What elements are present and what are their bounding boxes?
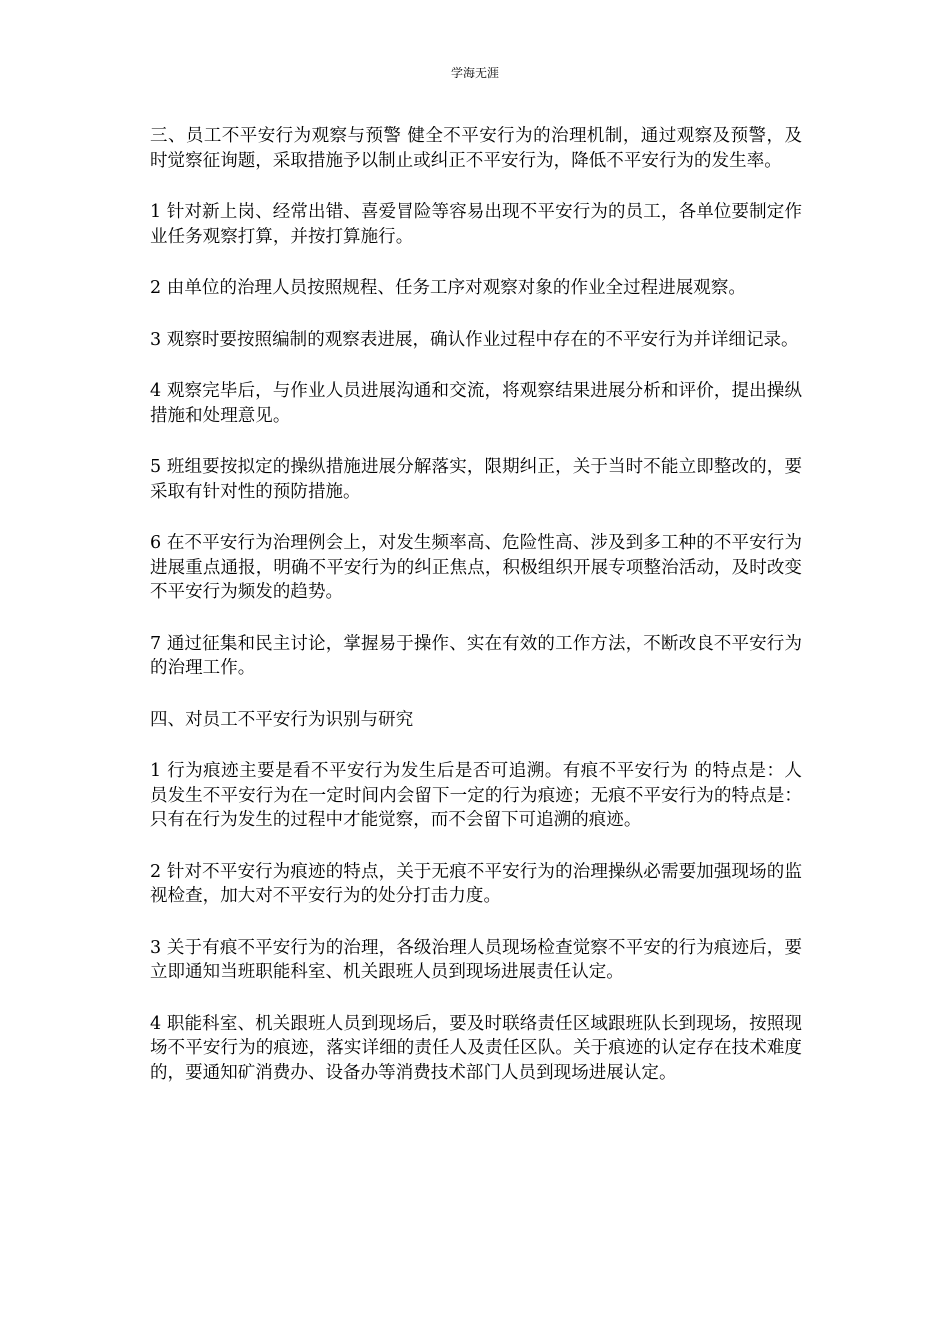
- section-three-heading-paragraph: 三、员工不平安行为观察与预警 健全不平安行为的治理机制，通过观察及预警，及时觉察征询题，采取措施予以制止或纠正不平安行为，降低不平安行为的发生率。: [150, 126, 802, 171]
- paragraph-item-4: 4 观察完毕后，与作业人员进展沟通和交流，将观察结果进展分析和评价，提出操纵措施和处理意见。: [150, 381, 802, 426]
- paragraph-item-5: 5 班组要按拟定的操纵措施进展分解落实，限期纠正，关于当时不能立即整改的，要采取有针对性的预防措施。: [150, 457, 802, 502]
- paragraph-item-7: 7 通过征集和民主讨论，掌握易于操作、实在有效的工作方法，不断改良不平安行为的治理工作。: [150, 633, 802, 678]
- page-header: 学海无涯: [450, 66, 499, 80]
- document-body: [150, 124, 802, 1112]
- section-four-heading: 四、对员工不平安行为识别与研究: [150, 709, 414, 730]
- section-four-item-2: 2 针对不平安行为痕迹的特点，关于无痕不平安行为的治理操纵必需要加强现场的监视检查，加大对不平安行为的处分打击力度。: [150, 861, 802, 906]
- section-four-item-1: 1 行为痕迹主要是看不平安行为发生后是否可追溯。有痕不平安行为 的特点是：人员发生不平安行为在一定时间内会留下一定的行为痕迹；无痕不平安行为的特点是：只有在行为发生的过程中才能觉察，而不会留下可追溯的痕迹。: [150, 761, 802, 830]
- paragraph-item-1: 1 针对新上岗、经常出错、喜爱冒险等容易出现不平安行为的员工，各单位要制定作业任务观察打算，并按打算施行。: [150, 202, 802, 247]
- section-four-item-4: 4 职能科室、机关跟班人员到现场后，要及时联络责任区域跟班队长到现场，按照现场不平安行为的痕迹，落实详细的责任人及责任区队。关于痕迹的认定存在技术难度的，要通知矿消费办、设备办等消费技术部门人员到现场进展认定。: [150, 1013, 802, 1083]
- paragraph-item-2: 2 由单位的治理人员按照规程、任务工序对观察对象的作业全过程进展观察。: [150, 278, 746, 298]
- paragraph-item-3: 3 观察时要按照编制的观察表进展，确认作业过程中存在的不平安行为并详细记录。: [150, 329, 799, 350]
- section-four-item-3: 3 关于有痕不平安行为的治理，各级治理人员现场检查觉察不平安的行为痕迹后，要立即通知当班职能科室、机关跟班人员到现场进展责任认定。: [150, 937, 802, 982]
- paragraph-item-6: 6 在不平安行为治理例会上，对发生频率高、危险性高、涉及到多工种的不平安行为进展重点通报，明确不平安行为的纠正焦点，积极组织开展专项整治活动，及时改变不平安行为频发的趋势。: [150, 533, 802, 602]
